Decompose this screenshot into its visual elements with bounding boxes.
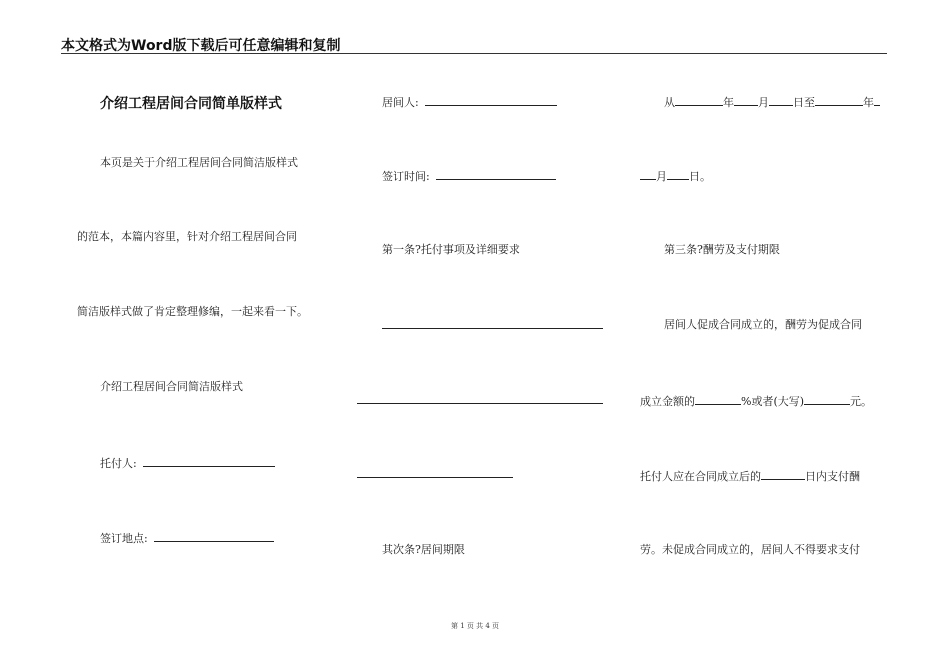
payment-days-blank <box>761 468 805 480</box>
signing-place-line <box>100 530 274 546</box>
col3-paragraph-d: 劳。未促成合同成立的，居间人不得要求支付 <box>640 543 860 556</box>
term-from-month-blank <box>734 94 758 106</box>
commission-label-3: 元。 <box>850 395 873 408</box>
article-1-blank-line-1 <box>382 328 603 329</box>
term-to-month-blank <box>640 168 656 180</box>
col1-paragraph-4: 介绍工程居间合同简洁版样式 <box>100 380 243 393</box>
document-title: 介绍工程居间合同简单版样式 <box>100 96 282 112</box>
term-to-month-blank-start <box>874 94 880 106</box>
article-2-heading: 其次条?居间期限 <box>382 543 465 556</box>
commission-label-1: 成立金额的 <box>640 395 695 408</box>
article-1-blank-line-3 <box>357 477 513 478</box>
term-year-end-label: 年 <box>863 96 874 109</box>
term-from-day-blank <box>769 94 793 106</box>
term-from-year-blank <box>675 94 723 106</box>
term-month-label: 月 <box>758 96 769 109</box>
term-to-day-blank <box>667 168 689 180</box>
entrust-party-blank <box>143 455 275 467</box>
commission-line <box>640 393 872 409</box>
signing-time-label: 签订时间: <box>382 170 430 183</box>
payment-term-line <box>640 468 860 484</box>
term-month2-label: 月 <box>656 170 667 183</box>
broker-line <box>382 94 557 110</box>
commission-percent-blank <box>695 393 741 405</box>
term-from-label: 从 <box>664 96 675 109</box>
term-day-end-label: 日。 <box>689 170 711 183</box>
col1-paragraph-1: 本页是关于介绍工程居间合同简洁版样式 <box>100 156 298 169</box>
signing-time-blank <box>436 168 556 180</box>
col3-paragraph-a: 居间人促成合同成立的，酬劳为促成合同 <box>664 318 862 331</box>
signing-place-blank <box>154 530 274 542</box>
term-day-to-label: 日至 <box>793 96 815 109</box>
payment-term-label-1: 托付人应在合同成立后的 <box>640 470 761 483</box>
term-end-line <box>640 168 711 184</box>
entrust-party-line <box>100 455 275 471</box>
term-from-line <box>664 94 880 110</box>
signing-place-label: 签订地点: <box>100 532 148 545</box>
term-year-label: 年 <box>723 96 734 109</box>
article-1-blank-line-2 <box>357 403 603 404</box>
signing-time-line <box>382 168 556 184</box>
header-rule <box>61 53 887 54</box>
col1-paragraph-2: 的范本，本篇内容里，针对介绍工程居间合同 <box>77 230 297 243</box>
header-text: 本文格式为Word版下载后可任意编辑和复制 <box>61 38 341 54</box>
entrust-party-label: 托付人: <box>100 457 137 470</box>
payment-term-label-2: 日内支付酬 <box>805 470 860 483</box>
commission-label-2: %或者(大写) <box>741 395 805 408</box>
article-3-heading: 第三条?酬劳及支付期限 <box>664 243 780 256</box>
page-footer: 第 1 页 共 4 页 <box>450 622 500 630</box>
term-to-year-blank <box>815 94 863 106</box>
commission-amount-blank <box>804 393 850 405</box>
article-1-heading: 第一条?托付事项及详细要求 <box>382 243 520 256</box>
col1-paragraph-3: 简洁版样式做了肯定整理修编，一起来看一下。 <box>77 305 308 318</box>
broker-blank <box>425 94 557 106</box>
broker-label: 居间人: <box>382 96 419 109</box>
